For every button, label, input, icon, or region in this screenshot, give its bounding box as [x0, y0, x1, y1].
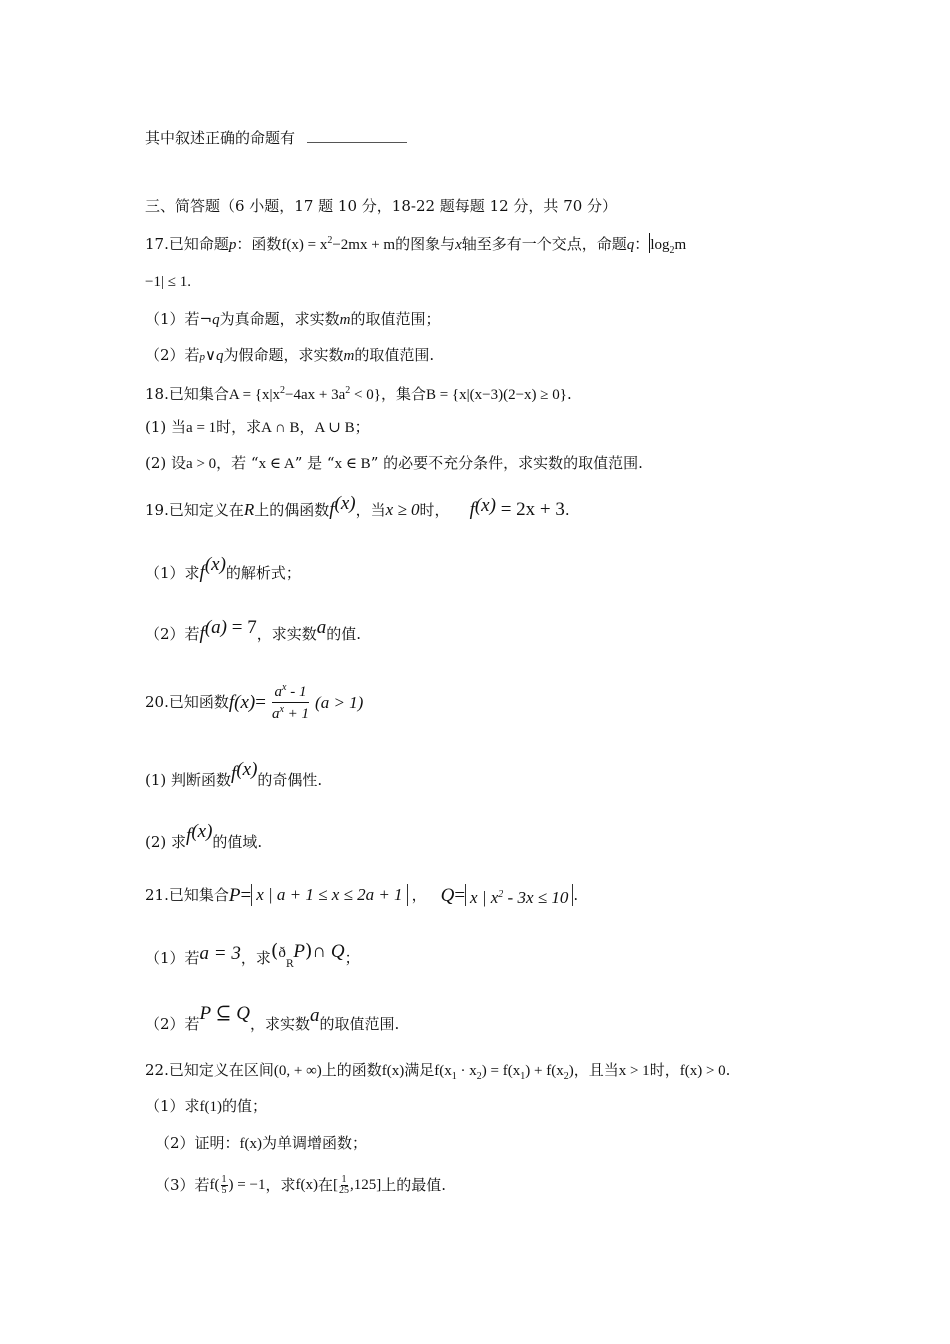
question-20-part-1: (1) 判断函数f(x)的奇偶性.	[145, 759, 323, 789]
question-21: 21.已知集合 P = x | a + 1 ≤ x ≤ 2a + 1 ， Q = x | $x^2 - 3x \le 10$ .	[145, 884, 579, 907]
question-17-part-2: （2）若p∨q为假命题，求实数m的取值范围.	[145, 346, 435, 364]
q18-set-b: B = {x|(x−3)(2−x) ≥ 0}	[425, 387, 567, 403]
question-22: 22.已知定义在区间(0, + ∞)上的函数f(x)满足$f(x_1 \cdot x_2) = f(x_1) + f(x_2)$，且当x > 1时，f(x) > 0.	[145, 1061, 731, 1082]
q17-log: $\log_2m$	[650, 237, 687, 256]
q17-x: x	[455, 237, 462, 253]
question-18-part-2: (2) 设a > 0，若 “x ∈ A” 是 “x ∈ B” 的必要不充分条件，求实数的取值范围.	[145, 454, 643, 472]
question-17-part-1: （1）若¬q为真命题，求实数m的取值范围；	[145, 310, 441, 328]
answer-blank	[307, 130, 407, 143]
question-21-part-1: （1）若a = 3，求$(ð_RP)\cap$ Q；	[145, 940, 360, 970]
q17-axis: 轴至多有一个交点，命题	[461, 235, 627, 253]
q17-q: q	[626, 237, 635, 253]
q17-fn-label: ：函数	[236, 235, 282, 253]
q17-mid: 的图象与	[395, 235, 456, 253]
question-22-part-3: （3）若 f( $\frac{1}{5}$ ) = −1 ，求 f(x) 在 [ $\frac{1}{25}$ ,125] 上的最值.	[155, 1173, 447, 1196]
question-17	[145, 233, 686, 256]
q17-colon: ：	[634, 235, 650, 253]
q21-set-p: x | a + 1 ≤ x ≤ 2a + 1	[251, 884, 407, 906]
question-20-part-2: (2) 求f(x)的值域.	[145, 821, 263, 851]
q17-fx: $f(x) = x^2-2mx + m$	[281, 235, 396, 253]
question-17-cont: −1| ≤ 1.	[145, 274, 191, 290]
question-18: 18.已知集合$A = \{x|x^2-4ax + 3a^2 < 0\}$，集合B = {x|(x−3)(2−x) ≥ 0}.	[145, 385, 572, 403]
question-21-part-2: （2）若P ⊆ Q，求实数a的取值范围.	[145, 1003, 400, 1033]
q21-set-q: x | $x^2 - 3x \le 10$	[465, 884, 573, 906]
question-19-part-2: （2）若f(a) = 7，求实数a的值.	[145, 617, 361, 644]
q22-fraction-1-25: $\frac{1}{25}$	[339, 1173, 349, 1196]
question-20: 20.已知函数 f (x) = $\frac{a^x - 1}{a^x + 1}$ (a > 1)	[145, 681, 364, 722]
q20-fraction: $\frac{a^x - 1}{a^x + 1}$	[271, 681, 310, 722]
intro-text: 其中叙述正确的命题有	[145, 129, 296, 147]
section-heading: 三、简答题（6 小题，17 题 10 分，18-22 题每题 12 分，共 70 分）	[145, 197, 618, 215]
question-22-part-1: （1）求f(1)的值；	[145, 1097, 268, 1115]
q22-fraction-1-5: $\frac{1}{5}$	[221, 1173, 227, 1196]
question-22-part-2: （2）证明：f(x)为单调增函数；	[155, 1134, 368, 1152]
question-19-part-1: （1）求f(x)的解析式；	[145, 554, 301, 583]
q17-lead: 17.已知命题	[145, 235, 229, 253]
q17-p: p	[228, 237, 237, 253]
q18-set-a: $A = \{x|x^2-4ax + 3a^2 < 0\}$	[228, 385, 381, 403]
question-19: 19.已知定义在R上的偶函数f(x)，当x ≥ 0时， f(x) = 2x + 3.	[145, 493, 570, 520]
question-18-part-1: (1) 当a = 1时，求A ∩ B，A ∪ B；	[145, 418, 370, 436]
intro-line	[145, 130, 407, 146]
q22-equation: $f(x_1 \cdot x_2) = f(x_1) + f(x_2)$	[434, 1063, 574, 1082]
